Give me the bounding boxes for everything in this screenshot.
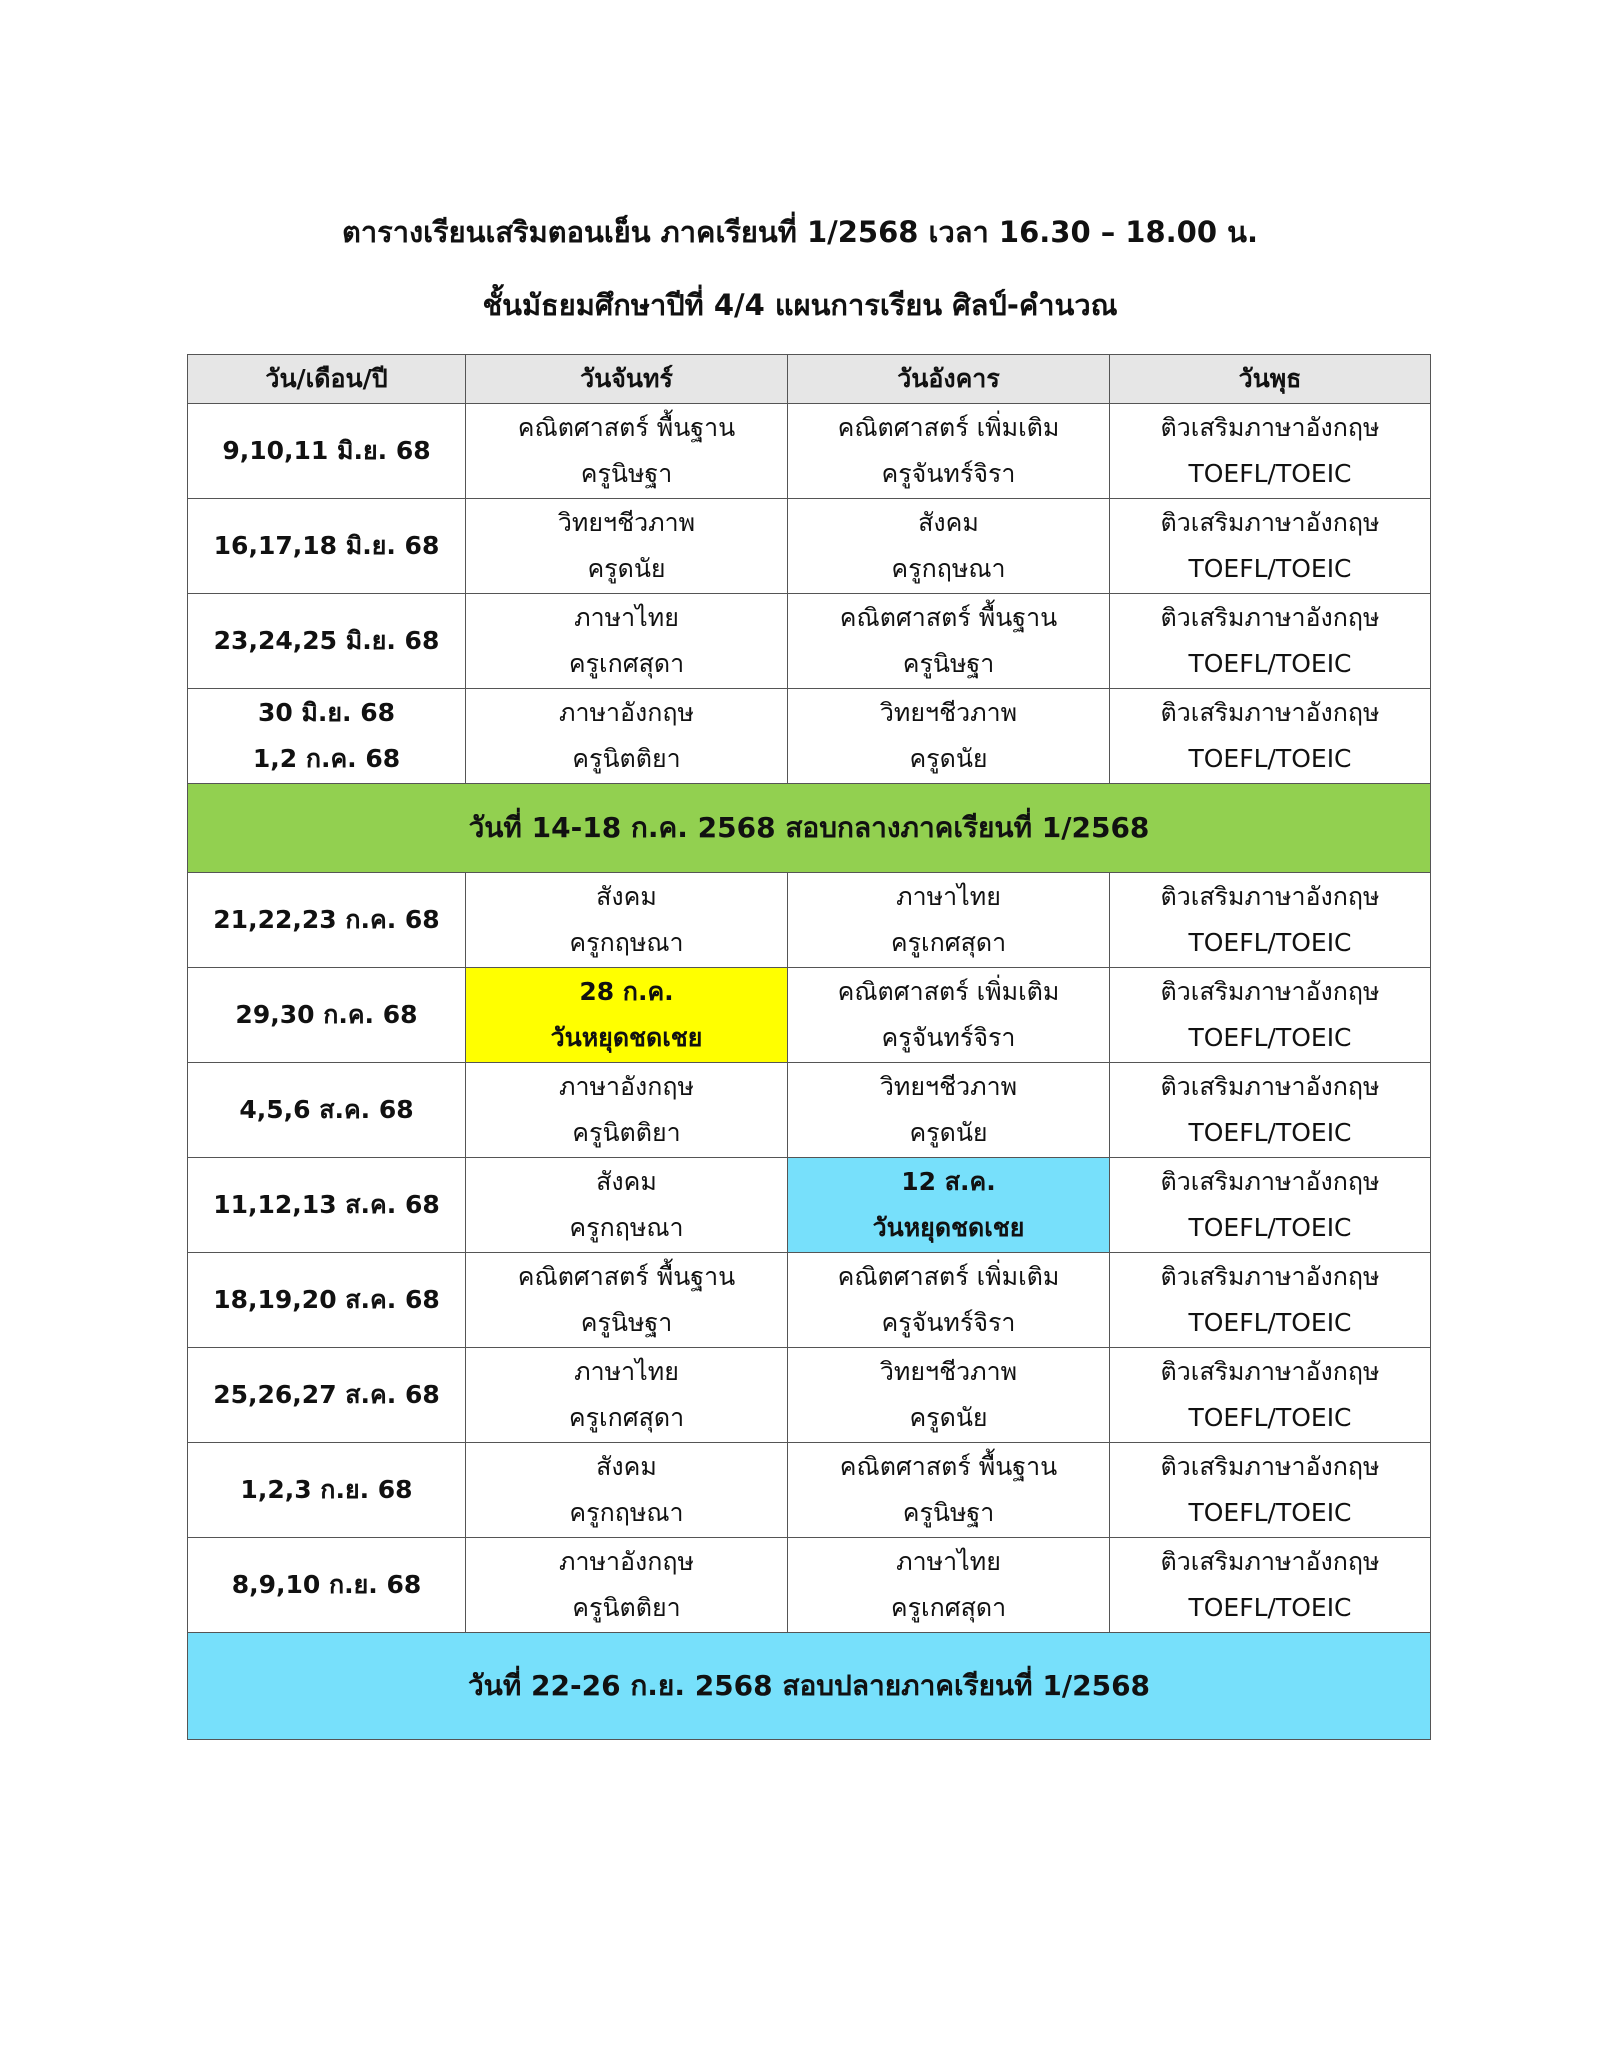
holiday-label: วันหยุดชดเชย [872,1213,1025,1242]
page-subtitle: ชั้นมัธยมศึกษาปีที่ 4/4 แผนการเรียน ศิลป์-คำนวณ [482,288,1118,322]
teacher: TOEFL/TOEIC [1188,744,1352,773]
subject: ภาษาไทย [574,1357,679,1386]
subject: ติวเสริมภาษาอังกฤษ [1160,603,1380,632]
teacher: ครูนิษฐา [580,1308,673,1337]
subject: ภาษาไทย [896,1547,1001,1576]
tuesday-cell [788,968,1110,1063]
subject: วิทยฯชีวภาพ [557,508,696,537]
subject: คณิตศาสตร์ พื้นฐาน [517,413,736,442]
tuesday-cell [788,1443,1110,1538]
wednesday-cell [1110,1063,1431,1158]
date-cell: 29,30 ก.ค. 68 [188,968,466,1063]
date-line: 1,2 ก.ค. 68 [252,744,401,773]
teacher: ครูเกศสุดา [890,1593,1007,1622]
monday-cell [466,1063,788,1158]
wednesday-cell [1110,1538,1431,1633]
monday-cell [466,1538,788,1633]
teacher: ครูดนัย [909,1403,988,1432]
subject: ติวเสริมภาษาอังกฤษ [1160,1547,1380,1576]
teacher: TOEFL/TOEIC [1188,928,1352,957]
teacher: TOEFL/TOEIC [1188,459,1352,488]
monday-cell [466,499,788,594]
teacher: ครูดนัย [587,554,666,583]
wednesday-cell [1110,1348,1431,1443]
header-tuesday: วันอังคาร [788,355,1110,404]
holiday-label: วันหยุดชดเชย [550,1023,703,1052]
monday-cell [466,873,788,968]
wednesday-cell [1110,499,1431,594]
tuesday-cell [788,689,1110,784]
wednesday-cell [1110,1158,1431,1253]
date-cell: 9,10,11 มิ.ย. 68 [188,404,466,499]
teacher: TOEFL/TOEIC [1188,1213,1352,1242]
table-row [188,1443,1431,1538]
teacher: ครูเกศสุดา [568,1403,685,1432]
subject: คณิตศาสตร์ พื้นฐาน [517,1262,736,1291]
subject: ภาษาอังกฤษ [558,1072,694,1101]
header-date: วัน/เดือน/ปี [188,355,466,404]
subject: สังคม [596,1452,657,1481]
date-cell: 23,24,25 มิ.ย. 68 [188,594,466,689]
teacher: TOEFL/TOEIC [1188,649,1352,678]
holiday-date: 12 ส.ค. [901,1167,996,1196]
date-cell: 16,17,18 มิ.ย. 68 [188,499,466,594]
date-cell: 11,12,13 ส.ค. 68 [188,1158,466,1253]
table-row [188,1538,1431,1633]
subject: สังคม [596,1167,657,1196]
teacher: TOEFL/TOEIC [1188,1023,1352,1052]
monday-cell [466,689,788,784]
holiday-date: 28 ก.ค. [579,977,674,1006]
subject: วิทยฯชีวภาพ [879,1357,1018,1386]
monday-cell [466,1348,788,1443]
wednesday-cell [1110,873,1431,968]
teacher: ครูจันทร์จิรา [881,1308,1016,1337]
tuesday-cell [788,873,1110,968]
teacher: ครูดนัย [909,1118,988,1147]
tuesday-cell [788,1538,1110,1633]
subject: ติวเสริมภาษาอังกฤษ [1160,1452,1380,1481]
header-monday: วันจันทร์ [466,355,788,404]
teacher: ครูกฤษณา [891,554,1006,583]
table-row [188,594,1431,689]
table-row [188,689,1431,784]
date-line: 30 มิ.ย. 68 [257,698,396,727]
teacher: TOEFL/TOEIC [1188,1593,1352,1622]
wednesday-cell [1110,404,1431,499]
wednesday-cell [1110,689,1431,784]
teacher: ครูจันทร์จิรา [881,459,1016,488]
midterm-banner: วันที่ 14-18 ก.ค. 2568 สอบกลางภาคเรียนที่ 1/2568 [188,784,1431,873]
table-row [188,1348,1431,1443]
wednesday-cell [1110,1443,1431,1538]
tuesday-cell [788,594,1110,689]
date-cell: 25,26,27 ส.ค. 68 [188,1348,466,1443]
teacher: ครูนิตติยา [572,1118,681,1147]
subject: คณิตศาสตร์ เพิ่มเติม [837,413,1060,442]
subject: วิทยฯชีวภาพ [879,1072,1018,1101]
subject: วิทยฯชีวภาพ [879,698,1018,727]
teacher: ครูเกศสุดา [890,928,1007,957]
teacher: TOEFL/TOEIC [1188,1308,1352,1337]
teacher: ครูกฤษณา [569,1213,684,1242]
subject: ติวเสริมภาษาอังกฤษ [1160,508,1380,537]
subject: ภาษาไทย [574,603,679,632]
date-cell: 18,19,20 ส.ค. 68 [188,1253,466,1348]
midterm-banner-row [188,784,1431,873]
monday-cell [466,594,788,689]
monday-cell [466,404,788,499]
subject: คณิตศาสตร์ พื้นฐาน [839,603,1058,632]
subject: ติวเสริมภาษาอังกฤษ [1160,1262,1380,1291]
date-cell: 21,22,23 ก.ค. 68 [188,873,466,968]
subject: คณิตศาสตร์ เพิ่มเติม [837,1262,1060,1291]
subject: ติวเสริมภาษาอังกฤษ [1160,413,1380,442]
subject: สังคม [596,882,657,911]
tuesday-cell [788,499,1110,594]
subject: ติวเสริมภาษาอังกฤษ [1160,1357,1380,1386]
wednesday-cell [1110,594,1431,689]
teacher: TOEFL/TOEIC [1188,1498,1352,1527]
schedule-table [187,354,1431,1740]
tuesday-cell [788,1063,1110,1158]
date-cell: 8,9,10 ก.ย. 68 [188,1538,466,1633]
teacher: ครูนิตติยา [572,744,681,773]
table-row [188,1063,1431,1158]
teacher: TOEFL/TOEIC [1188,1118,1352,1147]
tuesday-cell [788,404,1110,499]
table-row [188,873,1431,968]
subject: ติวเสริมภาษาอังกฤษ [1160,1167,1380,1196]
teacher: ครูนิษฐา [902,1498,995,1527]
monday-cell [466,1443,788,1538]
subject: ภาษาอังกฤษ [558,698,694,727]
date-cell: 4,5,6 ส.ค. 68 [188,1063,466,1158]
subject: ติวเสริมภาษาอังกฤษ [1160,882,1380,911]
subject: ติวเสริมภาษาอังกฤษ [1160,698,1380,727]
subject: คณิตศาสตร์ พื้นฐาน [839,1452,1058,1481]
wednesday-cell [1110,1253,1431,1348]
subject: ภาษาอังกฤษ [558,1547,694,1576]
teacher: ครูดนัย [909,744,988,773]
subject: ภาษาไทย [896,882,1001,911]
final-banner: วันที่ 22-26 ก.ย. 2568 สอบปลายภาคเรียนที่ 1/2568 [188,1633,1431,1740]
date-cell: 1,2,3 ก.ย. 68 [188,1443,466,1538]
table-row [188,1253,1431,1348]
table-row [188,499,1431,594]
wednesday-cell [1110,968,1431,1063]
subject: สังคม [918,508,979,537]
teacher: TOEFL/TOEIC [1188,554,1352,583]
teacher: ครูนิตติยา [572,1593,681,1622]
tuesday-cell [788,1348,1110,1443]
header-wednesday: วันพุธ [1110,355,1431,404]
tuesday-holiday-cell [788,1158,1110,1253]
monday-cell [466,1158,788,1253]
subject: ติวเสริมภาษาอังกฤษ [1160,1072,1380,1101]
subject: ติวเสริมภาษาอังกฤษ [1160,977,1380,1006]
teacher: ครูกฤษณา [569,1498,684,1527]
teacher: TOEFL/TOEIC [1188,1403,1352,1432]
table-row [188,1158,1431,1253]
final-banner-row [188,1633,1431,1740]
table-header-row [188,355,1431,404]
page-title: ตารางเรียนเสริมตอนเย็น ภาคเรียนที่ 1/2568 เวลา 16.30 – 18.00 น. [342,215,1258,249]
monday-holiday-cell [466,968,788,1063]
teacher: ครูนิษฐา [902,649,995,678]
teacher: ครูนิษฐา [580,459,673,488]
teacher: ครูจันทร์จิรา [881,1023,1016,1052]
teacher: ครูเกศสุดา [568,649,685,678]
subject: คณิตศาสตร์ เพิ่มเติม [837,977,1060,1006]
teacher: ครูกฤษณา [569,928,684,957]
monday-cell [466,1253,788,1348]
date-cell [188,689,466,784]
tuesday-cell [788,1253,1110,1348]
table-row [188,968,1431,1063]
table-row [188,404,1431,499]
